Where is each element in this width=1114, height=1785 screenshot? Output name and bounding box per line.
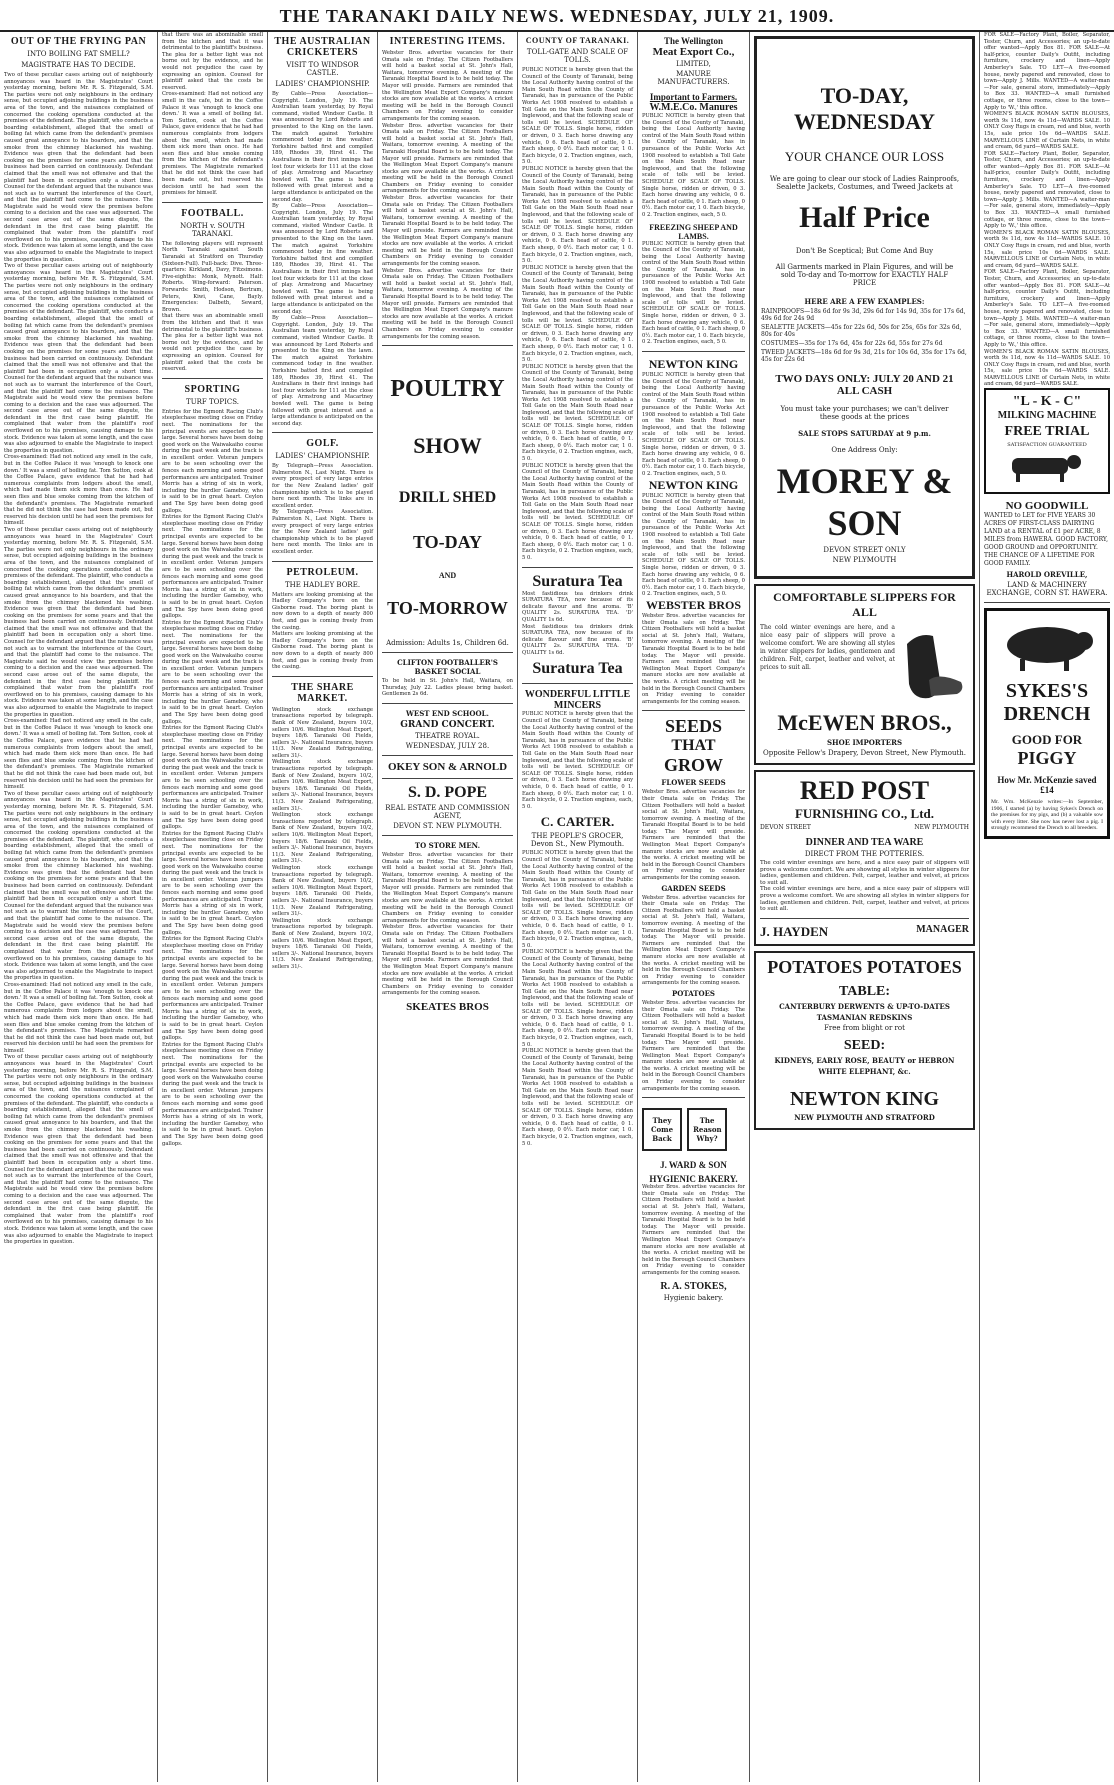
- bakery-ad: HYGIENIC BAKERY.: [649, 1174, 738, 1185]
- county-body: PUBLIC NOTICE is hereby given that the Council of the County of Taranaki, being the Local Authority having control of the Main South Road within the County of Taranaki, has in pursuance of the Public Works Act 1908 resolved to establish a Toll Gate on the Main South Road near Inglewood, and that the following scale of tolls will be levied. SCHEDULE OF SCALE OF TOLLS. Single horse, ridden or driven, 0 3. Each horse drawing any vehicle, 0 6. Each head of cattle, 0 1. Each sheep, 0 0½. Each motor car, 1 0. Each bicycle, 0 2. Traction engines, each, 5 0.: [522, 1048, 633, 1147]
- lkc-guarantee: SATISFACTION GUARANTEED: [1007, 442, 1087, 449]
- county-body: PUBLIC NOTICE is hereby given that the Council of the County of Taranaki, being the Local Authority having control of the Main South Road within the County of Taranaki, has in pursuance of the Public Works Act 1908 resolved to establish a Toll Gate on the Main South Road near Inglewood, and that the following scale of tolls will be levied. SCHEDULE OF SCALE OF TOLLS. Single horse, ridden or driven, 0 3. Each horse drawing any vehicle, 0 6. Each head of cattle, 0 1. Each sheep, 0 0½. Each motor car, 1 0. Each bicycle, 0 2. Traction engines, each, 5 0.: [642, 240, 745, 346]
- stokes-ad: R. A. STOKES,: [660, 1280, 727, 1292]
- morey-np: NEW PLYMOUTH: [832, 556, 897, 564]
- seeds-grow: GROW: [663, 755, 723, 776]
- items-headline: INTERESTING ITEMS.: [389, 36, 506, 47]
- sykes-ad: [984, 608, 1110, 839]
- items-body: Webster Bros. advertise vacancies for their Omata sale on Friday. The Citizen Footballers will hold a basket social at St. John's Hall, Waitara, tomorrow evening. A meeting of the Taranaki Hospital Board is to be held today. The Mayor will preside. Farmers are reminded that the Wellington Meat Export Company's manure stocks are now available at the works. A cricket meeting will be held in the Borough Council Chambers on Friday evening to consider arrangements for the coming season.: [382, 924, 513, 997]
- morey-today: TO-DAY, WEDNESDAY: [793, 83, 935, 134]
- red-post-direct: DIRECT FROM THE POTTERIES.: [804, 850, 925, 858]
- lkc-title: "L - K - C": [1012, 394, 1082, 410]
- potatoes-head: POTATOES POTATOES: [767, 956, 962, 977]
- mincers-ad: WONDERFUL LITTLE MINCERS: [524, 689, 631, 712]
- slippers-body: The cold winter evenings are here, and a nice easy pair of slippers will prove a welcome comfort. We are showing all styles in winter slippers for ladies, gentlemen and children. Felt, carpet, leather and velvet, at prices to suit all.: [760, 624, 895, 671]
- oreville-sub: LAND & MACHINERY EXCHANGE, CORN ST. HAWERA.: [986, 581, 1108, 598]
- potatoes-seed: SEED:: [843, 1037, 886, 1053]
- classifieds-body: FOR SALE—Factory Plant, Boiler, Separator, Tester, Churn, and Accessories; an up-to-date offer wanted—Apply Box 81. FOR SALE—At half-price, counter Daily's Outfit, including furniture, crockery and linen—Apply Amberley's Sale. TO LET—A five-roomed house, newly papered and renovated, close to town—Apply J. Mills. WANTED—A waiter-man—For sale, general store, immediately—Apply to Box 33. WANTED—A small furnished cottage, or three rooms, close to the town—Apply to 'W.,' this office.: [984, 32, 1110, 111]
- potatoes-free: Free from blight or rot: [824, 1023, 905, 1032]
- cricket-body: By Cable—Press Association—Copyright. London, July 19. The Australian team yesterday, by Royal command, visited Windsor Castle. It was announced by Lord Roberts and presented to the King on the lawn. The match against Yorkshire commenced today in fine weather. Yorkshire batted first and compiled 189, Rhodes 39, Hirst 41. The Australians in their first innings had lost four wickets for 111 at the close of play. Armstrong and Macartney bowled well. The game is being followed with great interest and a large attendance is anticipated on the second day.: [272, 203, 373, 315]
- newton-king-ad: NEWTON KING: [648, 357, 739, 371]
- morey-sceptical: Don't Be Sceptical; But Come And Buy: [795, 247, 934, 255]
- sporting-subhead: TURF TOPICS.: [186, 397, 239, 406]
- column-2: [158, 32, 268, 1782]
- morey-ad: [754, 36, 975, 579]
- red-post-dinner: DINNER AND TEA WARE: [805, 837, 924, 848]
- column-5: [518, 32, 638, 1782]
- morey-one-address: One Address Only:: [831, 446, 898, 454]
- morey-name: MOREY & SON: [776, 461, 953, 543]
- county-body: Webster Bros. advertise vacancies for their Omata sale on Friday. The Citizen Footballers will hold a basket social at St. John's Hall, Waitara, tomorrow evening. A meeting of the Taranaki Hospital Board is to be held today. The Mayor will preside. Farmers are reminded that the Wellington Meat Export Company's manure stocks are now available at the works. A cricket meeting will be held in the Borough Council Chambers on Friday evening to consider arrangements for the coming season.: [642, 1184, 745, 1276]
- petroleum-body: Matters are looking promising at the Hadley Company's bore on the Gisborne road. The boring plant is now down to a depth of nearly 800 feet, and gas is coming freely from the casing.: [272, 591, 373, 631]
- sykes-saved: How Mr. McKenzie saved £14: [997, 775, 1097, 796]
- county-body: PUBLIC NOTICE is hereby given that the Council of the County of Taranaki, being the Local Authority having control of the Main South Road within the County of Taranaki, has in pursuance of the Public Works Act 1908 resolved to establish a Toll Gate on the Main South Road near Inglewood, and that the following scale of tolls will be levied. SCHEDULE OF SCALE OF TOLLS. Single horse, ridden or driven, 0 3. Each horse drawing any vehicle, 0 6. Each head of cattle, 0 1. Each sheep, 0 0½. Each motor car, 1 0. Each bicycle, 0 2. Traction engines, each, 5 0.: [522, 462, 633, 561]
- poultry-admission: Admission: Adults 1s, Children 6d.: [386, 639, 509, 648]
- classifieds-body: FOR SALE—Factory Plant, Boiler, Separator, Tester, Churn, and Accessories; an up-to-date offer wanted—Apply Box 81. FOR SALE—At half-price, counter Daily's Outfit, including furniture, crockery and linen—Apply Amberley's Sale. TO LET—A five-roomed house, newly papered and renovated, close to town—Apply J. Mills. WANTED—A waiter-man—For sale, general store, immediately—Apply to Box 33. WANTED—A small furnished cottage, or three rooms, close to the town—Apply to 'W.,' this office.: [984, 150, 1110, 230]
- sporting-body: Entries for the Egmont Racing Club's steeplechase meeting close on Friday next. The nominations for the principal events are expected to be large. Several horses have been doing good work on the Waiwakaiho course during the past week and the track is in excellent order. Veteran jumpers are to be seen schooling over the fences each morning and some good performances are anticipated. Trainer Morris has a string of six in work, including the hurdler Gameboy, who is said to be in great heart. Ceylon and The Spy have been doing good gallops.: [162, 408, 263, 514]
- goodwill-head: NO GOODWILL: [1005, 500, 1089, 513]
- items-body: Webster Bros. advertise vacancies for their Omata sale on Friday. The Citizen Footballers will hold a basket social at St. John's Hall, Waitara, tomorrow evening. A meeting of the Taranaki Hospital Board is to be held today. The Mayor will preside. Farmers are reminded that the Wellington Meat Export Company's manure stocks are now available at the works. A cricket meeting will be held in the Borough Council Chambers on Friday evening to consider arrangements for the coming season.: [382, 195, 513, 267]
- concert-date: WEDNESDAY, JULY 28.: [405, 741, 490, 750]
- items-body: Webster Bros. advertise vacancies for their Omata sale on Friday. The Citizen Footballers will hold a basket social at St. John's Hall, Waitara, tomorrow evening. A meeting of the Taranaki Hospital Board is to be held today. The Mayor will preside. Farmers are reminded that the Wellington Meat Export Company's manure stocks are now available at the works. A cricket meeting will be held in the Borough Council Chambers on Friday evening to consider arrangements for the coming season.: [382, 122, 513, 195]
- share-market-headline: THE SHARE MARKET.: [291, 681, 354, 704]
- concert-head: GRAND CONCERT.: [400, 719, 495, 730]
- column-3: [268, 32, 378, 1782]
- morey-examples: HERE ARE A FEW EXAMPLES:: [804, 297, 925, 306]
- lkc-free-trial: FREE TRIAL: [1004, 424, 1090, 440]
- carter-sub: THE PEOPLE'S GROCER, Devon St., New Plymouth.: [530, 832, 625, 849]
- mcewen-name: McEWEN BROS.,: [777, 710, 952, 735]
- sporting-headline: SPORTING: [184, 383, 241, 395]
- cricket-body: By Cable—Press Association—Copyright. London, July 19. The Australian team yesterday, by Royal command, visited Windsor Castle. It was announced by Lord Roberts and presented to the King on the lawn. The match against Yorkshire commenced today in fine weather. Yorkshire batted first and compiled 189, Rhodes 39, Hirst 41. The Australians in their first innings had lost four wickets for 111 at the close of play. Armstrong and Macartney bowled well. The game is being followed with great interest and a large attendance is anticipated on the second day.: [272, 315, 373, 427]
- red-post-ad: [754, 770, 975, 946]
- county-body: PUBLIC NOTICE is hereby given that the Council of the County of Taranaki, being the Local Authority having control of the Main South Road within the County of Taranaki, has in pursuance of the Public Works Act 1908 resolved to establish a Toll Gate on the Main South Road near Inglewood, and that the following scale of tolls will be levied. SCHEDULE OF SCALE OF TOLLS. Single horse, ridden or driven, 0 3. Each horse drawing any vehicle, 0 6. Each head of cattle, 0 1. Each sheep, 0 0½. Each motor car, 1 0. Each bicycle, 0 2. Traction engines, each, 5 0.: [522, 711, 633, 810]
- potatoes-seed-items: KIDNEYS, EARLY ROSE, BEAUTY or HEBRON: [774, 1055, 955, 1065]
- sykes-drench: DRENCH: [1003, 703, 1091, 726]
- article-body: Cross-examined: Had not noticed any smell in the cafe, but in the Coffee Palace it was 'enough to knock one down.' It was a smell of boiling fat. Tom Sutton, cook at the Coffee Palace, gave evidence that he had had numerous complaints from lodgers about the smell, which had made them sick more than once. He had seen flies and blue smoke coming from the kitchen of the defendant's premises. The Magistrate remarked that he did not think the case had been made out, but reserved his decision until he had seen the premises for himself.: [162, 91, 263, 197]
- ward-ad: J. WARD & SON: [660, 1160, 727, 1171]
- okey-ad: OKEY SON & ARNOLD: [387, 760, 508, 773]
- football-body: The following players will represent North Taranaki against South Taranaki at Stratford on Thursday (Sixteen-Full). Full-back: Dive. Three-quarters: Kirkland, Davy, Fitzsimons. Five-eighths: Monk, Mynott. Half: Roberts. Wing-forward: Paterson. Forwards: Smith, Hodson, Bertram, Peters, Kiwi, Cane, Bayly. Emergencies: Dalbeth, Seward, Brown.: [162, 240, 263, 313]
- newton-king-footer-sub: NEW PLYMOUTH AND STRATFORD: [794, 1112, 935, 1122]
- masthead: [0, 0, 1114, 32]
- sykes-good-for: GOOD FOR: [1011, 732, 1083, 748]
- cow-icon: [1002, 450, 1092, 484]
- wmec-line2: Meat Export Co.,: [652, 46, 735, 58]
- suratura-body: Most fastidious tea drinkers drink SURATURA TEA, now because of its delicate flavour and fine aroma. 'B' QUALITY 2s. SURATURA TEA. 'D' QUALITY 1s 6d.: [522, 623, 633, 656]
- poultry-tomorrow: TO-MORROW: [387, 598, 508, 619]
- potatoes-white: WHITE ELEPHANT, &c.: [818, 1066, 911, 1076]
- classifieds-body: WOMEN'S BLACK ROMAN SATIN BLOUSES, worth 9s 11d, now 4s 11d—WARDS SALE. 10 ONLY Cosy Rugs in cream, red and blue, worth 15s, sale price 10s 6d—WARDS SALE. MARVELLOUS LINE of Curtain Nets, in white and cream, 6d yard—WARDS SALE.: [984, 348, 1110, 388]
- pig-icon: [992, 615, 1102, 675]
- classifieds-body: WOMEN'S BLACK ROMAN SATIN BLOUSES, worth 9s 11d, now 4s 11d—WARDS SALE. 10 ONLY Cosy Rugs in cream, red and blue, worth 15s, sale price 10s 6d—WARDS SALE. MARVELLOUS LINE of Curtain Nets, in white and cream, 6d yard—WARDS SALE.: [984, 229, 1110, 269]
- social-body: To be held in St. John's Hall, Waitara, on Thursday, July 22. Ladies please bring basket. Gentlemen 2s 6d.: [382, 678, 513, 698]
- important-head: Important to Farmers.: [649, 92, 738, 102]
- football-subhead: NORTH v. SOUTH TARANAKI.: [180, 221, 245, 238]
- article-body: that there was an abominable smell from the kitchen and that it was detrimental to the plaintiff's business. The plea for a better light was not borne out by the evidence, and he would not prejudice the case by expressing an opinion. Counsel for plaintiff asked that the costs be reserved.: [162, 32, 263, 91]
- sykes-piggy: PIGGY: [1017, 748, 1077, 769]
- sporting-body: Entries for the Egmont Racing Club's steeplechase meeting close on Friday next. The nominations for the principal events are expected to be large. Several horses have been doing good work on the Waiwakaiho course during the past week and the track is in excellent order. Veteran jumpers are to be seen schooling over the fences each morning and some good performances are anticipated. Trainer Morris has a string of six in work, including the hurdler Gameboy, who is said to be in great heart. Ceylon and The Spy have been doing good gallops.: [162, 1041, 263, 1147]
- share-market-body: Wellington stock exchange transactions reported by telegraph. Bank of New Zealand, buyers 10/2, sellers 10/6. Wellington Meat Export, buyers 18/6. Taranaki Oil Fields, sellers 3/-. National Insurance, buyers 11/3. New Zealand Refrigerating, sellers 31/-.: [272, 706, 373, 759]
- column-6: [638, 32, 750, 1782]
- lkc-machine: MILKING MACHINE: [997, 410, 1097, 422]
- article-body: Cross-examined: Had not noticed any smell in the cafe, but in the Coffee Palace it was 'enough to knock one down.' It was a smell of boiling fat. Tom Sutton, cook at the Coffee Palace, gave evidence that he had had numerous complaints from lodgers about the smell, which had made them sick more than once. He had seen flies and blue smoke coming from the kitchen of the defendant's premises. The Magistrate remarked that he did not think the case had been made out, but reserved his decision until he had seen the premises for himself.: [4, 981, 153, 1054]
- morey-example: RAINPROOFS—18s 6d for 9s 3d, 29s 6d for 14s 9d, 35s for 17s 6d, 49s 6d for 24s 9d: [761, 308, 966, 322]
- mcewen-address: Opposite Fellow's Drapery, Devon Street, New Plymouth.: [763, 749, 966, 757]
- share-market-body: Wellington stock exchange transactions reported by telegraph. Bank of New Zealand, buyers 10/2, sellers 10/6. Wellington Meat Export, buyers 18/6. Taranaki Oil Fields, sellers 3/-. National Insurance, buyers 11/3. New Zealand Refrigerating, sellers 31/-.: [272, 917, 373, 970]
- lkc-ad: [984, 388, 1110, 494]
- newton-king-ad: NEWTON KING: [648, 477, 739, 492]
- cricket-subhead: LADIES' CHAMPIONSHIP.: [275, 80, 370, 88]
- morey-days: TWO DAYS ONLY: JULY 20 AND 21: [775, 373, 954, 385]
- store-men-head: TO STORE MEN.: [414, 840, 481, 850]
- sykes-name: SYKES'S: [1005, 680, 1089, 703]
- classifieds-body: WOMEN'S BLACK ROMAN SATIN BLOUSES, worth 9s 11d, now 4s 11d—WARDS SALE. 10 ONLY Cosy Rugs in cream, red and blue, worth 15s, sale price 10s 6d—WARDS SALE. MARVELLOUS LINE of Curtain Nets, in white and cream, 6d yard—WARDS SALE.: [984, 111, 1110, 151]
- petroleum-body: Matters are looking promising at the Hadley Company's bore on the Gisborne road. The boring plant is now down to a depth of nearly 800 feet, and gas is coming freely from the casing.: [272, 631, 373, 671]
- poultry-show: SHOW: [413, 433, 482, 459]
- article-subhead: MAGISTRATE HAS TO DECIDE.: [21, 61, 136, 69]
- article-body: Two of these peculiar cases arising out of neighbourly annoyances was heard in the Magistrates' Court yesterday morning, before Mr. R. S. Fitzgerald, S.M. The parties were not only neighbours in the ordinary sense, but occupied adjoining buildings in the business area of the town, and the nuisances complained of concerned the cooking operations conducted at the premises of the defendant. The plaintiff, who conducts a boarding establishment, alleged that the smell of boiling fat which came from the defendant's premises caused great annoyance to his boarders, and that the smoke from the chimney blackened his washing. Evidence was given that the defendant had been cooking on the premises for some years and that the business had been carried on continuously. Defendant claimed that the smell was not offensive and that the plaintiff had been in occupation only a short time. Counsel for the defendant argued that the nuisance was not such as to warrant the interference of the Court, and that the plaintiff had come to the nuisance. The Magistrate said he would view the premises before coming to a decision and the case was adjourned. The second case arose out of the same dispute, the defendant in the first case being plaintiff. He complained that water from the plaintiff's roof overflowed on to his premises, causing damage to his stock. Evidence was taken at some length, and the case was also adjourned to enable the Magistrate to inspect the properties in question.: [4, 526, 153, 718]
- hayden-name: J. HAYDEN: [760, 923, 829, 939]
- article-body: Two of these peculiar cases arising out of neighbourly annoyances was heard in the Magistrates' Court yesterday morning, before Mr. R. S. Fitzgerald, S.M. The parties were not only neighbours in the ordinary sense, but occupied adjoining buildings in the business area of the town, and the nuisances complained of concerned the cooking operations conducted at the premises of the defendant. The plaintiff, who conducts a boarding establishment, alleged that the smell of boiling fat which came from the defendant's premises caused great annoyance to his boarders, and that the smoke from the chimney blackened his washing. Evidence was given that the defendant had been cooking on the premises for some years and that the business had been carried on continuously. Defendant claimed that the smell was not offensive and that the plaintiff had been in occupation only a short time. Counsel for the defendant argued that the nuisance was not such as to warrant the interference of the Court, and that the plaintiff had come to the nuisance. The Magistrate said he would view the premises before coming to a decision and the case was adjourned. The second case arose out of the same dispute, the defendant in the first case being plaintiff. He complained that water from the plaintiff's roof overflowed on to his premises, causing damage to his stock. Evidence was taken at some length, and the case was also adjourned to enable the Magistrate to inspect the properties in question.: [4, 72, 153, 263]
- column-1: [0, 32, 158, 1782]
- cricket-body: By Cable—Press Association—Copyright. London, July 19. The Australian team yesterday, by Royal command, visited Windsor Castle. It was announced by Lord Roberts and presented to the King on the lawn. The match against Yorkshire commenced today in fine weather. Yorkshire batted first and compiled 189, Rhodes 39, Hirst 41. The Australians in their first innings had lost four wickets for 111 at the close of play. Armstrong and Macartney bowled well. The game is being followed with great interest and a large attendance is anticipated on the second day.: [272, 91, 373, 203]
- wmec-line1: The Wellington: [663, 36, 724, 46]
- share-market-body: Wellington stock exchange transactions reported by telegraph. Bank of New Zealand, buyers 10/2, sellers 10/6. Wellington Meat Export, buyers 18/6. Taranaki Oil Fields, sellers 3/-. National Insurance, buyers 11/3. New Zealand Refrigerating, sellers 31/-.: [272, 864, 373, 918]
- county-body: Webster Bros. advertise vacancies for their Omata sale on Friday. The Citizen Footballers will hold a basket social at St. John's Hall, Waitara, tomorrow evening. A meeting of the Taranaki Hospital Board is to be held today. The Mayor will preside. Farmers are reminded that the Wellington Meat Export Company's manure stocks are now available at the works. A cricket meeting will be held in the Borough Council Chambers on Friday evening to consider arrangements for the coming season.: [642, 999, 745, 1092]
- golf-body: By Telegraph—Press Association. Palmerston N., Last Night. There is every prospect of very large entries for the New Zealand ladies' golf championship which is to be played here next month. The links are in excellent order.: [272, 509, 373, 555]
- sporting-body: Entries for the Egmont Racing Club's steeplechase meeting close on Friday next. The nominations for the principal events are expected to be large. Several horses have been doing good work on the Waiwakaiho course during the past week and the track is in excellent order. Veteran jumpers are to be seen schooling over the fences each morning and some good performances are anticipated. Trainer Morris has a string of six in work, including the hurdler Gameboy, who is said to be in great heart. Ceylon and The Spy have been doing good gallops.: [162, 619, 263, 725]
- share-market-body: Wellington stock exchange transactions reported by telegraph. Bank of New Zealand, buyers 10/2, sellers 10/6. Wellington Meat Export, buyers 18/6. Taranaki Oil Fields, sellers 3/-. National Insurance, buyers 11/3. New Zealand Refrigerating, sellers 31/-.: [272, 759, 373, 812]
- potatoes-table-items: CANTERBURY DERWENTS & UP-TO-DATES: [779, 1001, 950, 1011]
- skeates-ad: SKEATES BROS: [406, 1000, 489, 1013]
- column-7: [750, 32, 980, 1782]
- golf-body: By Telegraph—Press Association. Palmerston N., Last Night. There is every prospect of very large entries for the New Zealand ladies' golf championship which is to be played here next month. The links are in excellent order.: [272, 463, 373, 509]
- masthead-title: THE TARANAKI DAILY NEWS. WEDNESDAY, JULY 21, 1909.: [279, 6, 835, 26]
- county-sub: TOLL-GATE AND SCALE OF TOLLS.: [526, 48, 629, 64]
- sporting-body: Entries for the Egmont Racing Club's steeplechase meeting close on Friday next. The nominations for the principal events are expected to be large. Several horses have been doing good work on the Waiwakaiho course during the past week and the track is in excellent order. Veteran jumpers are to be seen schooling over the fences each morning and some good performances are anticipated. Trainer Morris has a string of six in work, including the hurdler Gameboy, who is said to be in great heart. Ceylon and The Spy have been doing good gallops.: [162, 830, 263, 936]
- morey-garments: All Garments marked in Plain Figures, and will be sold To-day and To-morrow for EXACTLY HALF PRICE: [775, 263, 954, 287]
- article-body: that there was an abominable smell from the kitchen and that it was detrimental to the plaintiff's business. The plea for a better light was not borne out by the evidence, and he would not prejudice the case by expressing an opinion. Counsel for plaintiff asked that the costs be reserved.: [162, 313, 263, 373]
- webster-ad: WEBSTER BROS: [645, 598, 742, 612]
- pope-ad: S. D. POPE: [407, 783, 488, 801]
- article-body: Two of these peculiar cases arising out of neighbourly annoyances was heard in the Magistrates' Court yesterday morning, before Mr. R. S. Fitzgerald, S.M. The parties were not only neighbours in the ordinary sense, but occupied adjoining buildings in the business area of the town, and the nuisances complained of concerned the cooking operations conducted at the premises of the defendant. The plaintiff, who conducts a boarding establishment, alleged that the smell of boiling fat which came from the defendant's premises caused great annoyance to his boarders, and that the smoke from the chimney blackened his washing. Evidence was given that the defendant had been cooking on the premises for some years and that the business had been carried on continuously. Defendant claimed that the smell was not offensive and that the plaintiff had been in occupation only a short time. Counsel for the defendant argued that the nuisance was not such as to warrant the interference of the Court, and that the plaintiff had come to the nuisance. The Magistrate said he would view the premises before coming to a decision and the case was adjourned. The second case arose out of the same dispute, the defendant in the first case being plaintiff. He complained that water from the plaintiff's roof overflowed on to his premises, causing damage to his stock. Evidence was taken at some length, and the case was also adjourned to enable the Magistrate to inspect the properties in question.: [4, 790, 153, 982]
- suratura-body: Most fastidious tea drinkers drink SURATURA TEA, now because of its delicate flavour and fine aroma. 'B' QUALITY 2s. SURATURA TEA. 'D' QUALITY 1s 6d.: [522, 590, 633, 623]
- potatoes-table: TABLE:: [838, 983, 891, 999]
- morey-sale-stops: SALE STOPS SATURDAY at 9 p.m.: [798, 429, 931, 438]
- cricket-subhead: VISIT TO WINDSOR CASTLE.: [286, 61, 359, 77]
- wmec-line4: MANURE MANUFACTURERS.: [657, 70, 730, 86]
- they-come-back-box: They Come Back: [642, 1108, 682, 1151]
- slippers-head: COMFORTABLE SLIPPERS FOR ALL: [773, 590, 956, 619]
- hayden-manager: MANAGER: [916, 923, 969, 935]
- potatoes-tasmanian: TASMANIAN REDSKINS: [816, 1012, 913, 1022]
- county-body: PUBLIC NOTICE is hereby given that the Council of the County of Taranaki, being the Local Authority having control of the Main South Road within the County of Taranaki, has in pursuance of the Public Works Act 1908 resolved to establish a Toll Gate on the Main South Road near Inglewood, and that the following scale of tolls will be levied. SCHEDULE OF SCALE OF TOLLS. Single horse, ridden or driven, 0 3. Each horse drawing any vehicle, 0 6. Each head of cattle, 0 1. Each sheep, 0 0½. Each motor car, 1 0. Each bicycle, 0 2. Traction engines, each, 5 0.: [522, 363, 633, 463]
- county-body: PUBLIC NOTICE is hereby given that the Council of the County of Taranaki, being the Local Authority having control of the Main South Road within the County of Taranaki, has in pursuance of the Public Works Act 1908 resolved to establish a Toll Gate on the Main South Road near Inglewood, and that the following scale of tolls will be levied. SCHEDULE OF SCALE OF TOLLS. Single horse, ridden or driven, 0 3. Each horse drawing any vehicle, 0 6. Each head of cattle, 0 1. Each sheep, 0 0½. Each motor car, 1 0. Each bicycle, 0 2. Traction engines, each, 5 0.: [642, 113, 745, 218]
- morey-example: TWEED JACKETS—18s 6d for 9s 3d, 21s for 10s 6d, 35s for 17s 6d, 45s for 22s 6d: [761, 349, 967, 363]
- slipper-icon: [899, 624, 969, 704]
- morey-hurry: You must take your purchases; we can't deliver these goods at the prices: [780, 405, 949, 421]
- morey-half-price: Half Price: [799, 201, 930, 234]
- article-body: Cross-examined: Had not noticed any smell in the cafe, but in the Coffee Palace it was 'enough to knock one down.' It was a smell of boiling fat. Tom Sutton, cook at the Coffee Palace, gave evidence that he had had numerous complaints from lodgers about the smell, which had made them sick more than once. He had seen flies and blue smoke coming from the kitchen of the defendant's premises. The Magistrate remarked that he did not think the case had been made out, but reserved his decision until he had seen the premises for himself.: [4, 718, 153, 791]
- sporting-body: Entries for the Egmont Racing Club's steeplechase meeting close on Friday next. The nominations for the principal events are expected to be large. Several horses have been doing good work on the Waiwakaiho course during the past week and the track is in excellent order. Veteran jumpers are to be seen schooling over the fences each morning and some good performances are anticipated. Trainer Morris has a string of six in work, including the hurdler Gameboy, who is said to be in great heart. Ceylon and The Spy have been doing good gallops.: [162, 514, 263, 620]
- morey-clear: We are going to clear our stock of Ladies Rainproofs, Sealette Jackets, Costumes, and Tweed Jackets at: [769, 175, 960, 191]
- newton-king-footer: NEWTON KING: [789, 1087, 940, 1110]
- morey-chance: YOUR CHANCE OUR LOSS: [784, 149, 945, 164]
- morey-devon: DEVON STREET ONLY: [823, 546, 906, 554]
- county-body: PUBLIC NOTICE is hereby given that the Council of the County of Taranaki, being the Local Authority having control of the Main South Road within the County of Taranaki, has in pursuance of the Public Works Act 1908 resolved to establish a Toll Gate on the Main South Road near Inglewood, and that the following scale of tolls will be levied. SCHEDULE OF SCALE OF TOLLS. Single horse, ridden or driven, 0 3. Each horse drawing any vehicle, 0 6. Each head of cattle, 0 1. Each sheep, 0 0½. Each motor car, 1 0. Each bicycle, 0 2. Traction engines, each, 5 0.: [642, 372, 745, 477]
- seeds-that: THAT: [671, 737, 716, 755]
- freezing-head: FREEZING SHEEP AND LAMBS.: [649, 222, 738, 241]
- seeds-head: SEEDS: [664, 716, 723, 737]
- school-head: WEST END SCHOOL.: [406, 708, 489, 718]
- county-body: PUBLIC NOTICE is hereby given that the Council of the County of Taranaki, being the Local Authority having control of the Main South Road within the County of Taranaki, has in pursuance of the Public Works Act 1908 resolved to establish a Toll Gate on the Main South Road near Inglewood, and that the following scale of tolls will be levied. SCHEDULE OF SCALE OF TOLLS. Single horse, ridden or driven, 0 3. Each horse drawing any vehicle, 0 6. Each head of cattle, 0 1. Each sheep, 0 0½. Each motor car, 1 0. Each bicycle, 0 2. Traction engines, each, 5 0.: [522, 67, 633, 166]
- social-head: CLIFTON FOOTBALLER'S BASKET SOCIAL: [397, 658, 498, 677]
- morey-example: COSTUMES—35s for 17s 6d, 45s for 22s 6d, 55s for 27s 6d: [761, 340, 943, 347]
- stokes-sub: Hygienic bakery.: [663, 1293, 724, 1302]
- mcewen-sub: SHOE IMPORTERS: [826, 738, 903, 747]
- flower-seeds: FLOWER SEEDS: [661, 778, 726, 788]
- cricket-headline: THE AUSTRALIAN CRICKETERS: [274, 36, 371, 58]
- slippers-ad: [754, 584, 975, 765]
- morey-cash: ALL CASH: [836, 385, 893, 397]
- football-headline: FOOTBALL.: [181, 207, 244, 219]
- red-post-town: NEW PLYMOUTH: [914, 824, 969, 831]
- morey-example: SEALETTE JACKETS—45s for 22s 6d, 50s for 25s, 65s for 32s 6d, 80s for 40s: [761, 324, 962, 338]
- county-body: PUBLIC NOTICE is hereby given that the Council of the County of Taranaki, being the Local Authority having control of the Main South Road within the County of Taranaki, has in pursuance of the Public Works Act 1908 resolved to establish a Toll Gate on the Main South Road near Inglewood, and that the following scale of tolls will be levied. SCHEDULE OF SCALE OF TOLLS. Single horse, ridden or driven, 0 3. Each horse drawing any vehicle, 0 6. Each head of cattle, 0 1. Each sheep, 0 0½. Each motor car, 1 0. Each bicycle, 0 2. Traction engines, each, 5 0.: [522, 165, 633, 265]
- poultry-venue: DRILL SHED: [398, 489, 497, 507]
- article-body: Cross-examined: Had not noticed any smell in the cafe, but in the Coffee Palace it was 'enough to knock one down.' It was a smell of boiling fat. Tom Sutton, cook at the Coffee Palace, gave evidence that he had had numerous complaints from lodgers about the smell, which had made them sick more than once. He had seen flies and blue smoke coming from the kitchen of the defendant's premises. The Magistrate remarked that he did not think the case had been made out, but reserved his decision until he had seen the premises for himself.: [4, 454, 153, 527]
- poultry-today: TO-DAY: [412, 532, 483, 553]
- pope-address: DEVON ST. NEW PLYMOUTH.: [393, 821, 502, 830]
- red-post-street: DEVON STREET: [760, 824, 811, 831]
- potatoes-ad: [754, 951, 975, 1130]
- oreville-name: HAROLD OREVILLE,: [1006, 570, 1088, 580]
- manures-head: W.M.E.Co. Manures: [649, 102, 738, 113]
- red-post-name: RED POST: [799, 776, 930, 805]
- article-body: Two of these peculiar cases arising out of neighbourly annoyances was heard in the Magistrates' Court yesterday morning, before Mr. R. S. Fitzgerald, S.M. The parties were not only neighbours in the ordinary sense, but occupied adjoining buildings in the business area of the town, and the nuisances complained of concerned the cooking operations conducted at the premises of the defendant. The plaintiff, who conducts a boarding establishment, alleged that the smell of boiling fat which came from the defendant's premises caused great annoyance to his boarders, and that the smoke from the chimney blackened his washing. Evidence was given that the defendant had been cooking on the premises for some years and that the business had been carried on continuously. Defendant claimed that the smell was not offensive and that the plaintiff had been in occupation only a short time. Counsel for the defendant argued that the nuisance was not such as to warrant the interference of the Court, and that the plaintiff had come to the nuisance. The Magistrate said he would view the premises before coming to a decision and the case was adjourned. The second case arose out of the same dispute, the defendant in the first case being plaintiff. He complained that water from the plaintiff's roof overflowed on to his premises, causing damage to his stock. Evidence was taken at some length, and the case was also adjourned to enable the Magistrate to inspect the properties in question.: [4, 263, 153, 454]
- article-subhead: INTO BOILING FAT SMELL?: [27, 50, 130, 58]
- suratura-ad: Suratura Tea: [532, 660, 623, 678]
- article-headline: OUT OF THE FRYING PAN: [10, 36, 147, 47]
- sporting-body: Entries for the Egmont Racing Club's steeplechase meeting close on Friday next. The nominations for the principal events are expected to be large. Several horses have been doing good work on the Waiwakaiho course during the past week and the track is in excellent order. Veteran jumpers are to be seen schooling over the fences each morning and some good performances are anticipated. Trainer Morris has a string of six in work, including the hurdler Gameboy, who is said to be in great heart. Ceylon and The Spy have been doing good gallops.: [162, 725, 263, 831]
- concert-venue: THEATRE ROYAL.: [415, 731, 480, 740]
- sporting-body: Entries for the Egmont Racing Club's steeplechase meeting close on Friday next. The nominations for the principal events are expected to be large. Several horses have been doing good work on the Waiwakaiho course during the past week and the track is in excellent order. Veteran jumpers are to be seen schooling over the fences each morning and some good performances are anticipated. Trainer Morris has a string of six in work, including the hurdler Gameboy, who is said to be in great heart. Ceylon and The Spy have been doing good gallops.: [162, 936, 263, 1042]
- county-head: COUNTY OF TARANAKI.: [525, 36, 630, 45]
- red-post-body: The cold winter evenings are here, and a nice easy pair of slippers will prove a welcome comfort. We are showing all styles in winter slippers for ladies, gentlemen and children. Felt, carpet, leather and velvet, at prices to suit all.: [760, 860, 969, 886]
- carter-ad: C. CARTER.: [540, 814, 615, 830]
- county-body: PUBLIC NOTICE is hereby given that the Council of the County of Taranaki, being the Local Authority having control of the Main South Road within the County of Taranaki, has in pursuance of the Public Works Act 1908 resolved to establish a Toll Gate on the Main South Road near Inglewood, and that the following scale of tolls will be levied. SCHEDULE OF SCALE OF TOLLS. Single horse, ridden or driven, 0 3. Each horse drawing any vehicle, 0 6. Each head of cattle, 0 1. Each sheep, 0 0½. Each motor car, 1 0. Each bicycle, 0 2. Traction engines, each, 5 0.: [642, 492, 745, 598]
- items-body: Webster Bros. advertise vacancies for their Omata sale on Friday. The Citizen Footballers will hold a basket social at St. John's Hall, Waitara, tomorrow evening. A meeting of the Taranaki Hospital Board is to be held today. The Mayor will preside. Farmers are reminded that the Wellington Meat Export Company's manure stocks are now available at the works. A cricket meeting will be held in the Borough Council Chambers on Friday evening to consider arrangements for the coming season.: [382, 50, 513, 122]
- potatoes-small: POTATOES: [672, 988, 715, 998]
- article-body: Two of these peculiar cases arising out of neighbourly annoyances was heard in the Magistrates' Court yesterday morning, before Mr. R. S. Fitzgerald, S.M. The parties were not only neighbours in the ordinary sense, but occupied adjoining buildings in the business area of the town, and the nuisances complained of concerned the cooking operations conducted at the premises of the defendant. The plaintiff, who conducts a boarding establishment, alleged that the smell of boiling fat which came from the defendant's premises caused great annoyance to his boarders, and that the smoke from the chimney blackened his washing. Evidence was given that the defendant had been cooking on the premises for some years and that the business had been carried on continuously. Defendant claimed that the smell was not offensive and that the plaintiff had been in occupation only a short time. Counsel for the defendant argued that the nuisance was not such as to warrant the interference of the Court, and that the plaintiff had come to the nuisance. The Magistrate said he would view the premises before coming to a decision and the case was adjourned. The second case arose out of the same dispute, the defendant in the first case being plaintiff. He complained that water from the plaintiff's roof overflowed on to his premises, causing damage to his stock. Evidence was taken at some length, and the case was also adjourned to enable the Magistrate to inspect the properties in question.: [4, 1054, 153, 1246]
- goodwill-body: WANTED to LET for FIVE YEARS 30 ACRES OF FIRST-CLASS DAIRYING LAND at a RENTAL of £1 per ACRE, 8 MILES from HAWERA. GOOD FACTORY, GOOD GROUND and OPPORTUNITY. THE CHANCE OF A LIFETIME FOR GOOD FAMILY.: [984, 512, 1108, 568]
- petroleum-subhead: THE HADLEY BORE.: [284, 580, 361, 589]
- red-post-sub: FURNISHING CO., Ltd.: [794, 806, 935, 821]
- county-body: Webster Bros. advertise vacancies for their Omata sale on Friday. The Citizen Footballers will hold a basket social at St. John's Hall, Waitara, tomorrow evening. A meeting of the Taranaki Hospital Board is to be held today. The Mayor will preside. Farmers are reminded that the Wellington Meat Export Company's manure stocks are now available at the works. A cricket meeting will be held in the Borough Council Chambers on Friday evening to consider arrangements for the coming season.: [642, 613, 745, 705]
- county-body: Webster Bros. advertise vacancies for their Omata sale on Friday. The Citizen Footballers will hold a basket social at St. John's Hall, Waitara, tomorrow evening. A meeting of the Taranaki Hospital Board is to be held today. The Mayor will preside. Farmers are reminded that the Wellington Meat Export Company's manure stocks are now available at the works. A cricket meeting will be held in the Borough Council Chambers on Friday evening to consider arrangements for the coming season.: [642, 894, 745, 987]
- items-body: Webster Bros. advertise vacancies for their Omata sale on Friday. The Citizen Footballers will hold a basket social at St. John's Hall, Waitara, tomorrow evening. A meeting of the Taranaki Hospital Board is to be held today. The Mayor will preside. Farmers are reminded that the Wellington Meat Export Company's manure stocks are now available at the works. A cricket meeting will be held in the Borough Council Chambers on Friday evening to consider arrangements for the coming season.: [382, 267, 513, 340]
- wmec-line3: LIMITED,: [676, 60, 711, 68]
- reason-why-box: The Reason Why?: [687, 1108, 727, 1151]
- county-body: Webster Bros. advertise vacancies for their Omata sale on Friday. The Citizen Footballers will hold a basket social at St. John's Hall, Waitara, tomorrow evening. A meeting of the Taranaki Hospital Board is to be held today. The Mayor will preside. Farmers are reminded that the Wellington Meat Export Company's manure stocks are now available at the works. A cricket meeting will be held in the Borough Council Chambers on Friday evening to consider arrangements for the coming season.: [642, 789, 745, 882]
- classifieds-body: FOR SALE—Factory Plant, Boiler, Separator, Tester, Churn, and Accessories; an up-to-date offer wanted—Apply Box 81. FOR SALE—At half-price, counter Daily's Outfit, including furniture, crockery and linen—Apply Amberley's Sale. TO LET—A five-roomed house, newly papered and renovated, close to town—Apply J. Mills. WANTED—A waiter-man—For sale, general store, immediately—Apply to Box 33. WANTED—A small furnished cottage, or three rooms, close to the town—Apply to 'W.,' this office.: [984, 269, 1110, 348]
- column-4: [378, 32, 518, 1782]
- golf-headline: GOLF.: [306, 438, 339, 450]
- golf-subhead: LADIES' CHAMPIONSHIP.: [275, 452, 370, 461]
- petroleum-headline: PETROLEUM.: [286, 566, 359, 578]
- column-8: [980, 32, 1114, 1782]
- garden-seeds: GARDEN SEEDS: [661, 883, 726, 893]
- county-body: PUBLIC NOTICE is hereby given that the Council of the County of Taranaki, being the Local Authority having control of the Main South Road within the County of Taranaki, has in pursuance of the Public Works Act 1908 resolved to establish a Toll Gate on the Main South Road near Inglewood, and that the following scale of tolls will be levied. SCHEDULE OF SCALE OF TOLLS. Single horse, ridden or driven, 0 3. Each horse drawing any vehicle, 0 6. Each head of cattle, 0 1. Each sheep, 0 0½. Each motor car, 1 0. Each bicycle, 0 2. Traction engines, each, 5 0.: [522, 850, 633, 949]
- suratura-ad: Suratura Tea: [532, 572, 623, 590]
- county-body: PUBLIC NOTICE is hereby given that the Council of the County of Taranaki, being the Local Authority having control of the Main South Road within the County of Taranaki, has in pursuance of the Public Works Act 1908 resolved to establish a Toll Gate on the Main South Road near Inglewood, and that the following scale of tolls will be levied. SCHEDULE OF SCALE OF TOLLS. Single horse, ridden or driven, 0 3. Each horse drawing any vehicle, 0 6. Each head of cattle, 0 1. Each sheep, 0 0½. Each motor car, 1 0. Each bicycle, 0 2. Traction engines, each, 5 0.: [522, 264, 633, 364]
- sykes-testimonial: Mr. Wm. McKenzie writes:—In September, 1906, I started (a) by having Sykes's Drench on the premises for my pigs, and (b) a valuable sow with every litter. She now has never lost a pig. I strongly recommend the Drench to all breeders.: [991, 799, 1103, 832]
- share-market-body: Wellington stock exchange transactions reported by telegraph. Bank of New Zealand, buyers 10/2, sellers 10/6. Wellington Meat Export, buyers 18/6. Taranaki Oil Fields, sellers 3/-. National Insurance, buyers 11/3. New Zealand Refrigerating, sellers 31/-.: [272, 812, 373, 865]
- county-body: PUBLIC NOTICE is hereby given that the Council of the County of Taranaki, being the Local Authority having control of the Main South Road within the County of Taranaki, has in pursuance of the Public Works Act 1908 resolved to establish a Toll Gate on the Main South Road near Inglewood, and that the following scale of tolls will be levied. SCHEDULE OF SCALE OF TOLLS. Single horse, ridden or driven, 0 3. Each horse drawing any vehicle, 0 6. Each head of cattle, 0 1. Each sheep, 0 0½. Each motor car, 1 0. Each bicycle, 0 2. Traction engines, each, 5 0.: [522, 949, 633, 1048]
- pope-sub: REAL ESTATE AND COMMISSION AGENT,: [385, 803, 510, 820]
- poultry-title: POULTRY: [390, 376, 505, 403]
- red-post-body: The cold winter evenings are here, and a nice easy pair of slippers will prove a welcome comfort. We are showing all styles in winter slippers for ladies, gentlemen and children. Felt, carpet, leather and velvet, at prices to suit all.: [760, 886, 969, 913]
- poultry-and: AND: [438, 571, 457, 581]
- items-body: Webster Bros. advertise vacancies for their Omata sale on Friday. The Citizen Footballers will hold a basket social at St. John's Hall, Waitara, tomorrow evening. A meeting of the Taranaki Hospital Board is to be held today. The Mayor will preside. Farmers are reminded that the Wellington Meat Export Company's manure stocks are now available at the works. A cricket meeting will be held in the Borough Council Chambers on Friday evening to consider arrangements for the coming season.: [382, 851, 513, 924]
